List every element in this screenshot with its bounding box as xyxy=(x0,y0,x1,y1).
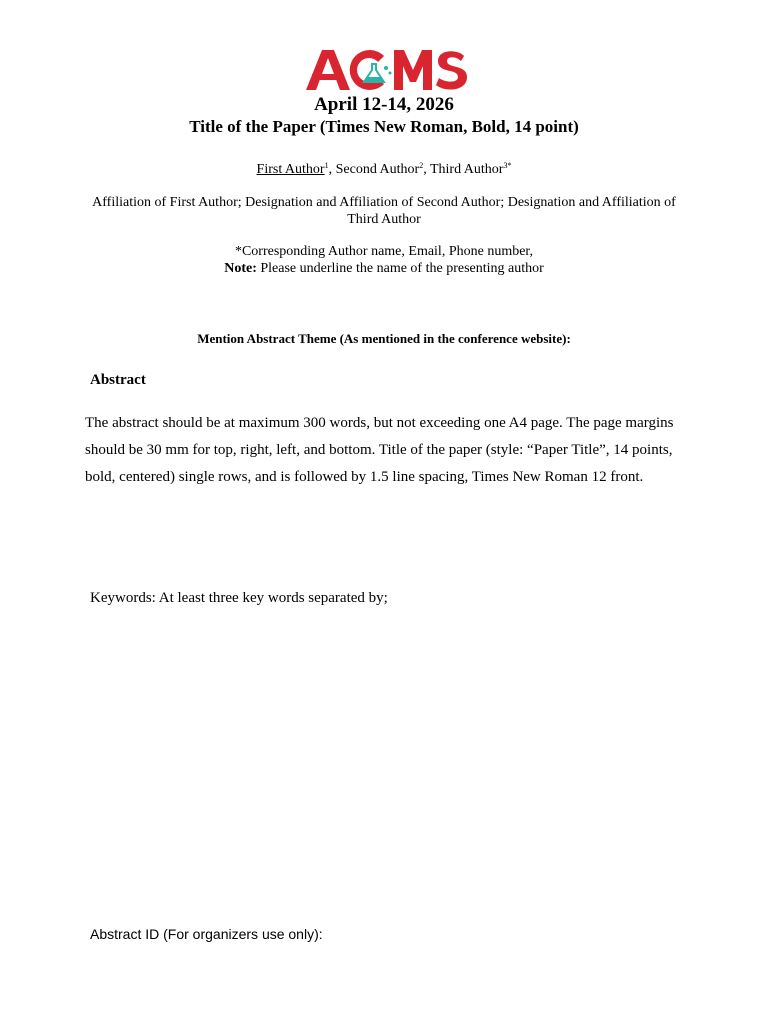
note-label: Note: xyxy=(224,261,257,276)
author-sup-3: 3* xyxy=(503,161,512,170)
third-author: , Third Author xyxy=(423,162,504,177)
note-line xyxy=(0,260,768,277)
conference-logo xyxy=(300,46,468,94)
abstract-heading: Abstract xyxy=(90,372,146,388)
acms-logo-graphic xyxy=(300,46,468,94)
author-list xyxy=(0,162,768,178)
abstract-theme: Mention Abstract Theme (As mentioned in the conference website): xyxy=(197,331,571,346)
abstract-id-line: Abstract ID (For organizers use only): xyxy=(90,926,323,942)
note-text: Please underline the name of the presenting author xyxy=(256,261,544,276)
affiliations: Affiliation of First Author; Designation and Affiliation of Second Author; Designation and Affiliation of Third Author xyxy=(92,195,676,227)
author-sup-1: 1 xyxy=(324,161,329,170)
conference-date: April 12-14, 2026 xyxy=(314,94,454,115)
second-author: , Second Author xyxy=(328,162,420,177)
flask-icon xyxy=(364,64,392,82)
corresponding-author-block xyxy=(0,243,768,277)
keywords-line: Keywords: At least three key words separated by; xyxy=(90,590,388,606)
corresponding-author-line: *Corresponding Author name, Email, Phone number, xyxy=(234,244,534,259)
abstract-body: The abstract should be at maximum 300 words, but not exceeding one A4 page. The page margins should be 30 mm for top, right, left, and bottom. Title of the paper (style: “Paper Title”, 14 points, bold, centered) single rows, and is followed by 1.5 line spacing, Times New Roman 12 front. xyxy=(85,415,674,485)
author-sup-2: 2 xyxy=(419,161,424,170)
presenting-author: First Author xyxy=(256,162,325,177)
paper-title: Title of the Paper (Times New Roman, Bold, 14 point) xyxy=(189,117,579,136)
